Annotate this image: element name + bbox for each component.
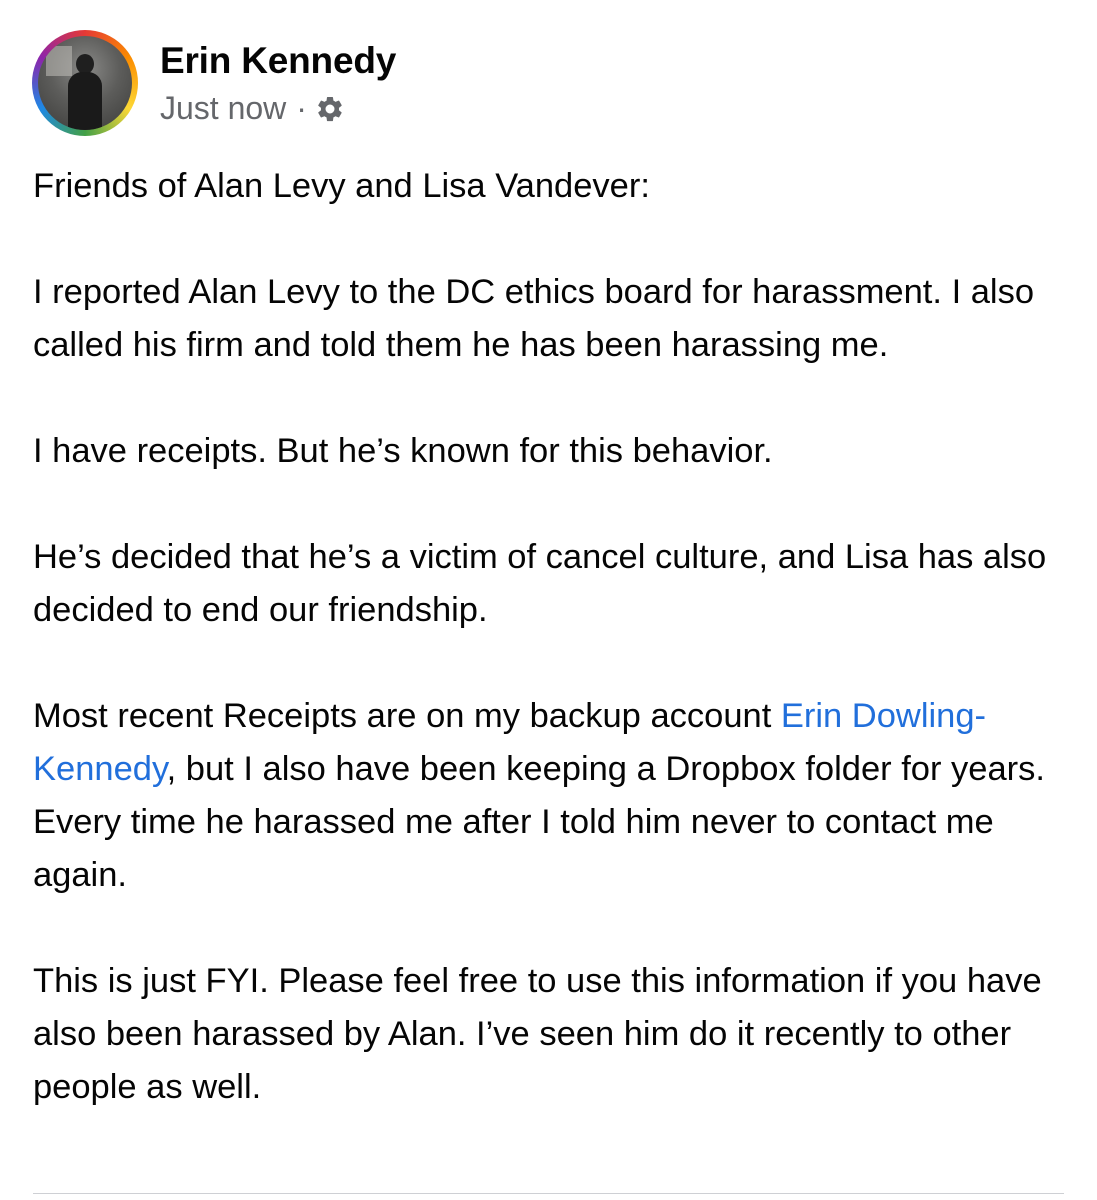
mention-link-erin-dowling-kennedy[interactable]: Erin Dowling-Kennedy bbox=[33, 697, 987, 788]
paragraph-5-text-after: , but I also have been keeping a Dropbox folder for years. Every time he harassed me after I told him never to contact me again. bbox=[33, 750, 1046, 894]
avatar-figure-head bbox=[76, 54, 94, 74]
post-body bbox=[33, 160, 1063, 1114]
post-paragraph-2: I reported Alan Levy to the DC ethics board for harassment. I also called his firm and told them he has been harassing me. bbox=[33, 273, 1035, 364]
header-text bbox=[160, 38, 396, 128]
author-name[interactable]: Erin Kennedy bbox=[160, 40, 397, 81]
post-paragraph-5 bbox=[33, 690, 1063, 902]
post-paragraph-1: Friends of Alan Levy and Lisa Vandever: bbox=[33, 167, 650, 205]
avatar-photo bbox=[38, 36, 132, 130]
avatar[interactable] bbox=[32, 30, 138, 136]
avatar-background-light bbox=[46, 46, 72, 76]
paragraph-5-text-before: Most recent Receipts are on my backup account bbox=[33, 697, 781, 735]
meta-separator: · bbox=[296, 90, 307, 126]
post-divider bbox=[33, 1193, 1064, 1194]
post-paragraph-3: I have receipts. But he’s known for this behavior. bbox=[33, 432, 773, 470]
avatar-figure-body bbox=[68, 72, 102, 130]
post-header bbox=[32, 28, 396, 138]
gear-icon[interactable] bbox=[315, 93, 345, 123]
post-paragraph-6: This is just FYI. Please feel free to use this information if you have also been harassed by Alan. I’ve seen him do it recently to other people as well. bbox=[33, 962, 1042, 1106]
post-paragraph-4: He’s decided that he’s a victim of cancel culture, and Lisa has also decided to end our friendship. bbox=[33, 538, 1047, 629]
post-meta bbox=[160, 88, 396, 128]
post-timestamp[interactable]: Just now bbox=[160, 90, 287, 126]
